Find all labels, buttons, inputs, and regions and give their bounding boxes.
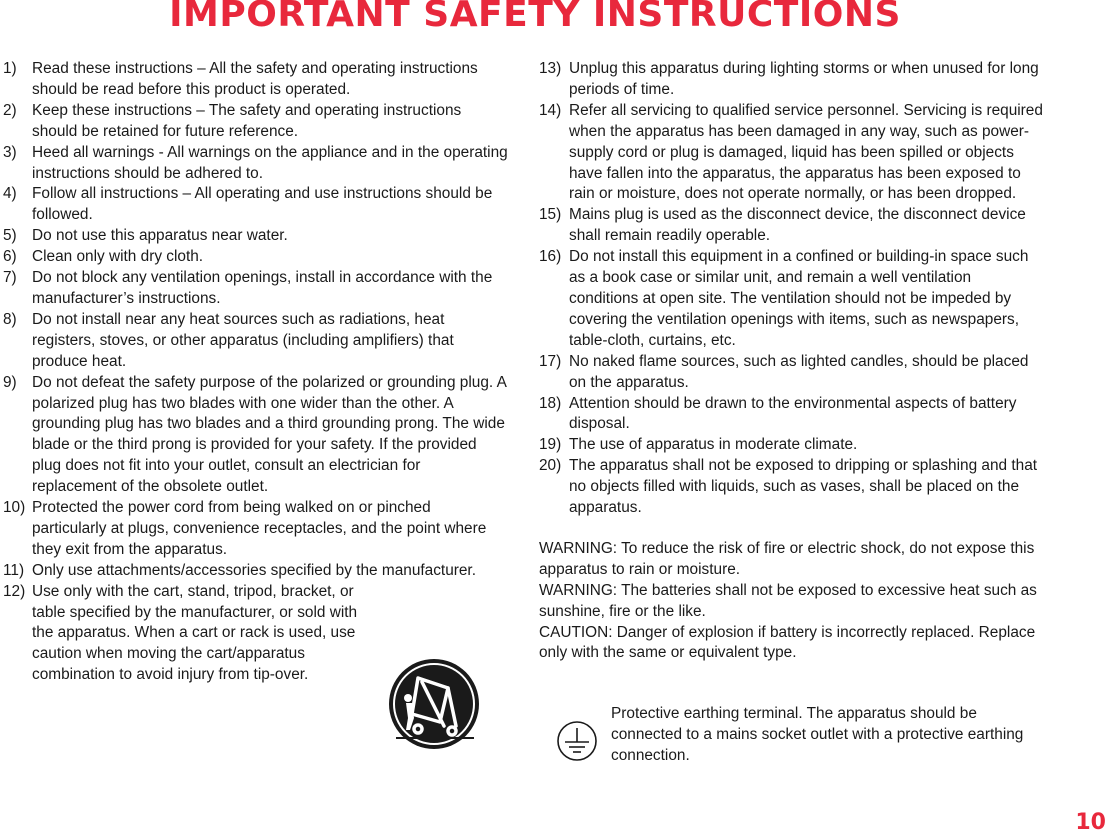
list-item (3, 310, 508, 373)
right-column (539, 59, 1044, 664)
item-number: 4) (3, 185, 17, 203)
item-text: Do not use this apparatus near water. (32, 227, 288, 245)
item-number: 11) (3, 561, 25, 579)
cart-tip-over-warning-icon (388, 658, 480, 750)
item-number: 2) (3, 101, 17, 119)
left-column (3, 59, 508, 686)
list-item (539, 456, 1044, 519)
item-text: Follow all instructions – All operating and use instructions should be followed. (32, 185, 493, 224)
page-title: IMPORTANT SAFETY INSTRUCTIONS (169, 0, 901, 35)
item-number: 10) (3, 499, 26, 517)
item-number: 14) (539, 101, 562, 119)
item-number: 15) (539, 206, 562, 224)
list-item (539, 352, 1044, 394)
list-item (539, 435, 1044, 456)
item-text: Heed all warnings - All warnings on the appliance and in the operating instructions should be adhered to. (32, 143, 508, 182)
list-item (3, 247, 508, 268)
item-text: The apparatus shall not be exposed to dripping or splashing and that no objects filled with liquids, such as vases, shall be placed on the apparatus. (569, 457, 1038, 517)
item-number: 12) (3, 582, 26, 600)
item-text: Refer all servicing to qualified service personnel. Servicing is required when the apparatus has been damaged in any way, such as power-supply cord or plug is damaged, liquid has been spilled or objects have fallen into the apparatus, the apparatus has been exposed to rain or moisture, does not operate normally, or has been dropped. (569, 101, 1043, 203)
list-item (3, 59, 508, 101)
item-text: Mains plug is used as the disconnect device, the disconnect device shall remain readily operable. (569, 206, 1026, 245)
item-text: Read these instructions – All the safety and operating instructions should be read before this product is operated. (32, 60, 478, 98)
list-item (3, 143, 508, 185)
list-item (539, 101, 1044, 206)
item-number: 1) (3, 60, 17, 77)
item-number: 5) (3, 227, 17, 245)
list-item (3, 101, 508, 143)
item-text: Unplug this apparatus during lighting storms or when unused for long periods of time. (569, 60, 1039, 98)
item-number: 3) (3, 143, 17, 161)
list-item (3, 184, 508, 226)
item-number: 6) (3, 248, 17, 266)
item-number: 16) (539, 248, 562, 266)
list-item (3, 561, 508, 582)
item-text: Do not defeat the safety purpose of the polarized or grounding plug. A polarized plug has two blades with one wider than the other. A grounding plug has two blades and a third grounding prong. The wide blade or the third prong is provided for your safety. If the provided plug does not fit into your outlet, consult an electrician for replacement of the obsolete outlet. (32, 373, 507, 496)
item-text: Attention should be drawn to the environmental aspects of battery disposal. (569, 394, 1017, 433)
item-text: Only use attachments/accessories specified by the manufacturer. (32, 561, 476, 579)
list-item (3, 268, 508, 310)
list-item (539, 394, 1044, 436)
item-number: 19) (539, 436, 562, 454)
caution-text: CAUTION: Danger of explosion if battery is incorrectly replaced. Replace only with the same or equivalent type. (539, 623, 1036, 662)
item-number: 18) (539, 394, 562, 412)
warning-text: WARNING: The batteries shall not be exposed to excessive heat such as sunshine, fire or the like. (539, 581, 1037, 620)
item-number: 7) (3, 269, 17, 287)
item-number: 17) (539, 352, 562, 370)
page-number: 10 (1075, 810, 1106, 835)
item-text: Do not install this equipment in a confined or building-in space such as a book case or similar unit, and remain a well ventilation conditions at open site. The ventilation should not be impeded by covering the ventilation openings with items, such as newspapers, table-cloth, curtains, etc. (569, 248, 1029, 349)
item-text: Keep these instructions – The safety and operating instructions should be retained for future reference. (32, 101, 462, 140)
protective-earth-icon (556, 720, 598, 762)
list-item (539, 59, 1044, 101)
warning-text: WARNING: To reduce the risk of fire or electric shock, do not expose this apparatus to rain or moisture. (539, 539, 1035, 578)
list-item (3, 226, 508, 247)
item-text: Do not install near any heat sources such as radiations, heat registers, stoves, or other apparatus (including amplifiers) that produce heat. (32, 310, 454, 370)
item-text: Use only with the cart, stand, tripod, bracket, or table specified by the manufacturer, or sold with the apparatus. When a cart or rack is used, use caution when moving the cart/apparatus combination to avoid injury from tip-over. (32, 582, 358, 684)
item-text: Do not block any ventilation openings, install in accordance with the manufacturer’s instructions. (32, 269, 493, 307)
item-number: 13) (539, 60, 562, 77)
item-text: Protected the power cord from being walked on or pinched particularly at plugs, convenience receptacles, and the point where they exit from the apparatus. (32, 499, 487, 558)
earthing-text: Protective earthing terminal. The apparatus should be connected to a mains socket outlet with a protective earthing connection. (611, 705, 1024, 764)
item-text: Clean only with dry cloth. (32, 248, 204, 266)
list-item (3, 498, 508, 561)
list-item (539, 205, 1044, 247)
warnings-block (539, 539, 1044, 664)
list-item (3, 373, 508, 498)
item-number: 9) (3, 373, 17, 391)
item-number: 8) (3, 310, 17, 328)
item-number: 20) (539, 457, 562, 475)
item-text: The use of apparatus in moderate climate. (569, 436, 858, 454)
item-text: No naked flame sources, such as lighted candles, should be placed on the apparatus. (569, 352, 1029, 391)
list-item (539, 247, 1044, 352)
